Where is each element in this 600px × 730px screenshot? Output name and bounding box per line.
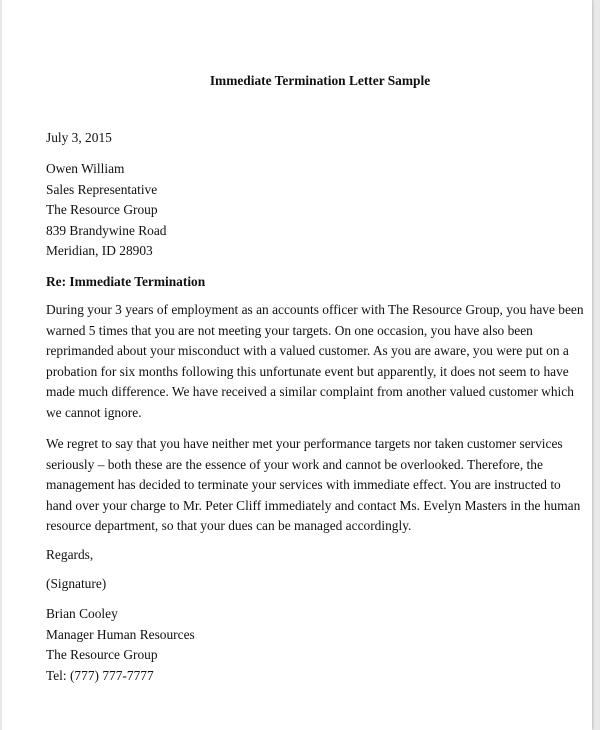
letter-date: July 3, 2015 <box>46 130 112 145</box>
recipient-street: 839 Brandywine Road <box>46 222 167 238</box>
body-paragraph-1 <box>46 300 584 424</box>
recipient-title: Sales Representative <box>46 181 158 197</box>
closing-regards: Regards, <box>46 547 94 562</box>
signature-placeholder: (Signature) <box>46 576 107 591</box>
recipient-company: The Resource Group <box>46 202 158 218</box>
recipient-address <box>46 159 167 262</box>
paragraph-line: warned 5 times that you are not meeting your targets. On one occasion, you have also been <box>46 322 533 338</box>
paragraph-line: probation for six months following this unfortunate event but apparently, it does not seem to have <box>46 363 569 379</box>
paragraph-line: we cannot ignore. <box>46 404 142 420</box>
paragraph-line: During your 3 years of employment as an accounts officer with The Resource Group, you have been <box>46 302 584 317</box>
document-title: Immediate Termination Letter Sample <box>209 73 431 88</box>
sender-company: The Resource Group <box>46 647 158 663</box>
paragraph-line: made much difference. We have received a similar complaint from another valued customer which <box>46 384 574 400</box>
paragraph-line: hand over your charge to Mr. Peter Cliff immediately and contact Ms. Evelyn Masters in the human <box>46 497 581 513</box>
paragraph-line: reprimanded about your misconduct with a valued customer. As you are aware, you were put on a <box>46 343 569 359</box>
sender-name: Brian Cooley <box>46 606 118 621</box>
letter-page <box>2 0 592 730</box>
sender-phone: Tel: (777) 777-7777 <box>46 667 154 683</box>
paragraph-line: We regret to say that you have neither met your performance targets nor taken customer services <box>46 436 563 451</box>
paragraph-line: resource department, so that your dues can be managed accordingly. <box>46 518 412 534</box>
recipient-name: Owen William <box>46 161 125 176</box>
paragraph-line: seriously – both these are the essence of your work and cannot be overlooked. Therefore, the <box>46 456 543 472</box>
subject-line: Re: Immediate Termination <box>46 274 206 289</box>
recipient-city: Meridian, ID 28903 <box>46 243 153 259</box>
sender-title: Manager Human Resources <box>46 626 195 642</box>
sender-block <box>46 604 195 686</box>
paragraph-line: management has decided to terminate your services with immediate effect. You are instructed to <box>46 477 561 493</box>
body-paragraph-2 <box>46 434 580 537</box>
